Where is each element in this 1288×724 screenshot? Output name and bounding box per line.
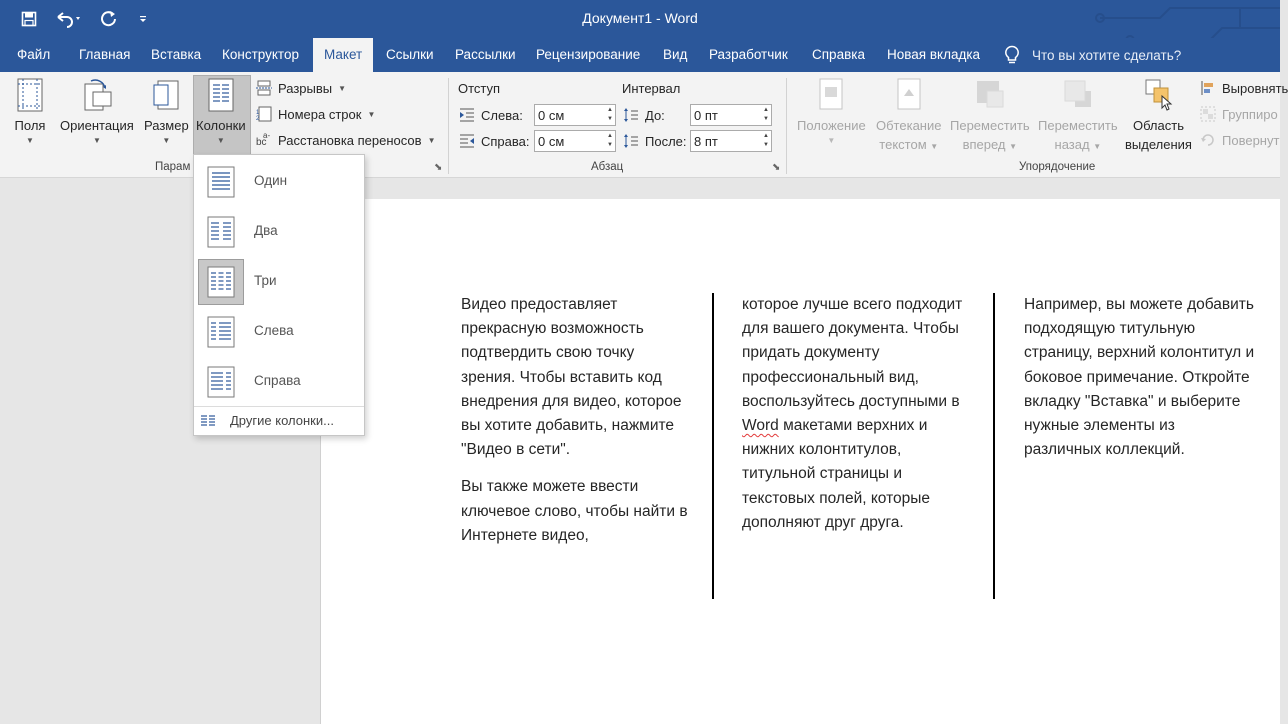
position-icon <box>815 78 847 112</box>
breaks-button[interactable] <box>256 80 346 96</box>
spacing-header: Интервал <box>622 81 681 96</box>
more-columns-label: Другие колонки... <box>230 413 334 428</box>
columns-dropdown-menu <box>193 154 365 436</box>
tab-file[interactable]: Файл <box>17 47 51 62</box>
indent-right-row <box>459 133 530 149</box>
chevron-down-icon: ▼ <box>26 136 34 145</box>
hyphenation-button[interactable] <box>256 132 435 148</box>
chevron-down-icon: ▼ <box>216 136 225 145</box>
svg-text:bc: bc <box>256 137 267 148</box>
bring-forward-label-2: вперед ▼ <box>962 137 1018 152</box>
selection-pane-label-2: выделения <box>1125 137 1192 152</box>
tab-insert[interactable]: Вставка <box>151 47 202 62</box>
spacing-before-value: 0 пт <box>694 108 718 123</box>
columns-option-label: Три <box>254 273 277 288</box>
columns-label: Колонки <box>196 118 246 133</box>
group-icon <box>1200 106 1216 122</box>
send-backward-label-2: назад ▼ <box>1054 137 1102 152</box>
indent-left-label: Слева: <box>481 107 523 123</box>
tab-layout[interactable]: Макет <box>313 38 373 72</box>
group-divider <box>448 78 449 174</box>
orientation-button[interactable] <box>60 78 134 145</box>
svg-text:a-: a- <box>263 131 271 140</box>
indent-left-icon <box>459 107 475 123</box>
spacing-before-input[interactable] <box>690 104 772 126</box>
wrap-text-label-2: текстом ▼ <box>879 137 939 152</box>
align-label: Выровнять <box>1222 80 1288 96</box>
selection-pane-button[interactable] <box>1125 78 1192 152</box>
paragraph: которое лучше всего подходит для вашего документа. Чтобы придать документу профессиональный вид, воспользуйтесь доступными в Word макетами верхних и нижних колонтитулов, титульной страницы и текстовых полей, которые дополняют друг друга. <box>742 296 963 531</box>
chevron-down-icon: ▼ <box>427 135 436 145</box>
columns-button[interactable] <box>196 78 246 145</box>
spin-up-icon[interactable]: ▲ <box>607 107 613 113</box>
ribbon <box>0 72 1288 178</box>
tab-mailings[interactable]: Рассылки <box>455 47 516 62</box>
spin-down-icon[interactable]: ▼ <box>607 142 613 148</box>
spacing-before-icon <box>623 107 639 123</box>
rotate-button[interactable] <box>1200 132 1279 148</box>
document-background-top <box>320 178 1280 199</box>
indent-left-value: 0 см <box>538 108 565 123</box>
document-column-3[interactable] <box>1024 293 1256 475</box>
spin-down-icon[interactable]: ▼ <box>763 116 769 122</box>
columns-option-label: Слева <box>254 323 294 338</box>
spelling-error-word[interactable]: Word <box>742 417 779 435</box>
bring-forward-icon <box>974 78 1006 112</box>
three-columns-icon <box>207 266 235 298</box>
chevron-down-icon: ▼ <box>92 136 101 145</box>
column-divider-line <box>712 293 714 599</box>
indent-right-input[interactable] <box>534 130 616 152</box>
indent-right-icon <box>459 133 475 149</box>
position-button[interactable] <box>797 78 866 145</box>
columns-option-label: Два <box>254 223 278 238</box>
more-columns-item[interactable] <box>200 413 334 428</box>
paragraph: Видео предоставляет прекрасную возможность подтвердить свою точку зрения. Чтобы вставить код внедрения для видео, которое вы хотите добавить, нажмите "Видео в сети". <box>461 296 682 459</box>
selection-pane-label-1: Область <box>1132 118 1184 133</box>
line-numbers-label: Номера строк <box>278 106 362 122</box>
size-button[interactable] <box>144 78 189 145</box>
columns-option-label: Один <box>254 173 288 188</box>
tab-home[interactable]: Главная <box>79 47 131 62</box>
breaks-icon <box>256 80 272 96</box>
page-setup-group-label: Парам <box>155 161 191 173</box>
wrap-text-button[interactable] <box>876 78 941 152</box>
document-column-1[interactable] <box>461 293 691 561</box>
margins-icon <box>14 78 46 112</box>
paragraph-group-label: Абзац <box>591 161 624 173</box>
spacing-before-row <box>623 107 665 123</box>
page-setup-launcher-icon[interactable]: ⬊ <box>434 162 443 173</box>
spin-up-icon[interactable]: ▲ <box>763 133 769 139</box>
tab-new[interactable]: Новая вкладка <box>887 47 981 62</box>
tab-review[interactable]: Рецензирование <box>536 47 641 62</box>
rotate-icon <box>1200 132 1216 148</box>
columns-option-one[interactable] <box>198 159 360 205</box>
paragraph: Вы также можете ввести ключевое слово, чтобы найти в Интернете видео, <box>461 478 688 544</box>
margins-button[interactable] <box>14 78 46 145</box>
tab-references[interactable]: Ссылки <box>386 47 434 62</box>
spin-down-icon[interactable]: ▼ <box>763 142 769 148</box>
column-divider-line <box>993 293 995 599</box>
tab-view[interactable]: Вид <box>663 47 688 62</box>
indent-right-value: 0 см <box>538 134 565 149</box>
bring-forward-button[interactable] <box>950 78 1030 152</box>
left-column-icon <box>207 316 235 348</box>
chevron-down-icon: ▼ <box>827 136 836 145</box>
columns-option-two[interactable] <box>198 209 360 255</box>
indent-left-input[interactable] <box>534 104 616 126</box>
spacing-before-label: До: <box>645 107 665 123</box>
chevron-down-icon: ▼ <box>367 109 376 119</box>
group-divider <box>786 78 787 174</box>
send-backward-label-1: Переместить <box>1038 118 1118 133</box>
columns-option-right[interactable] <box>198 359 360 405</box>
tab-help[interactable]: Справка <box>812 47 865 62</box>
spin-up-icon[interactable]: ▲ <box>607 133 613 139</box>
tab-developer[interactable]: Разработчик <box>709 47 788 62</box>
one-column-icon <box>207 166 235 198</box>
spin-down-icon[interactable]: ▼ <box>607 116 613 122</box>
right-column-icon <box>207 366 235 398</box>
window-title: Документ1 - Word <box>582 10 698 26</box>
indent-left-row <box>459 107 523 123</box>
send-backward-button[interactable] <box>1038 78 1118 152</box>
spacing-after-input[interactable] <box>690 130 772 152</box>
spacing-after-label: После: <box>645 133 687 149</box>
rotate-label: Повернут <box>1222 132 1280 148</box>
group-button[interactable] <box>1200 106 1278 122</box>
wrap-text-icon <box>893 78 925 112</box>
paragraph: Например, вы можете добавить подходящую титульную страницу, верхний колонтитул и боковое примечание. Откройте вкладку "Вставка" и выберите нужные элементы из различных коллекций. <box>1024 296 1255 459</box>
spacing-after-row <box>623 133 687 149</box>
line-numbers-button[interactable] <box>256 106 375 122</box>
two-columns-icon <box>207 216 235 248</box>
line-numbers-icon <box>256 106 272 122</box>
ribbon-tabs <box>0 38 1280 72</box>
tell-me-search[interactable] <box>1004 38 1181 72</box>
orientation-icon <box>81 78 113 112</box>
arrange-group-label: Упорядочение <box>1019 161 1096 173</box>
spin-up-icon[interactable]: ▲ <box>763 107 769 113</box>
columns-option-label: Справа <box>254 373 301 388</box>
svg-text:2: 2 <box>256 116 260 122</box>
spacing-after-icon <box>623 133 639 149</box>
lightbulb-icon <box>1004 45 1020 65</box>
page-size-icon <box>150 78 182 112</box>
align-icon <box>1200 80 1216 96</box>
size-label: Размер <box>144 118 189 133</box>
tell-me-text: Что вы хотите сделать? <box>1032 47 1182 63</box>
chevron-down-icon: ▼ <box>338 83 347 93</box>
position-label: Положение <box>797 118 866 133</box>
tab-design[interactable]: Конструктор <box>222 47 299 62</box>
columns-option-left[interactable] <box>198 309 360 355</box>
align-button[interactable] <box>1200 80 1288 96</box>
indent-right-label: Справа: <box>481 133 530 149</box>
margins-label: Поля <box>14 118 46 133</box>
more-columns-icon <box>200 414 216 428</box>
hyphenation-label: Расстановка переносов <box>278 132 422 148</box>
indent-header: Отступ <box>458 81 501 96</box>
group-label: Группиро <box>1222 106 1278 122</box>
breaks-label: Разрывы <box>278 80 333 96</box>
orientation-label: Ориентация <box>60 118 134 133</box>
selection-pane-icon <box>1142 78 1174 112</box>
wrap-text-label-1: Обтекание <box>876 118 942 133</box>
menu-divider <box>194 406 364 407</box>
paragraph-launcher-icon[interactable]: ⬊ <box>772 162 781 173</box>
document-column-2[interactable] <box>742 293 972 548</box>
send-backward-icon <box>1062 78 1094 112</box>
title-bar <box>0 0 1280 38</box>
columns-option-three[interactable] <box>198 259 360 305</box>
hyphenation-icon <box>256 132 272 148</box>
spacing-after-value: 8 пт <box>694 134 718 149</box>
columns-icon <box>205 78 237 112</box>
bring-forward-label-1: Переместить <box>950 118 1030 133</box>
chevron-down-icon: ▼ <box>162 136 171 145</box>
svg-text:1: 1 <box>256 110 260 116</box>
